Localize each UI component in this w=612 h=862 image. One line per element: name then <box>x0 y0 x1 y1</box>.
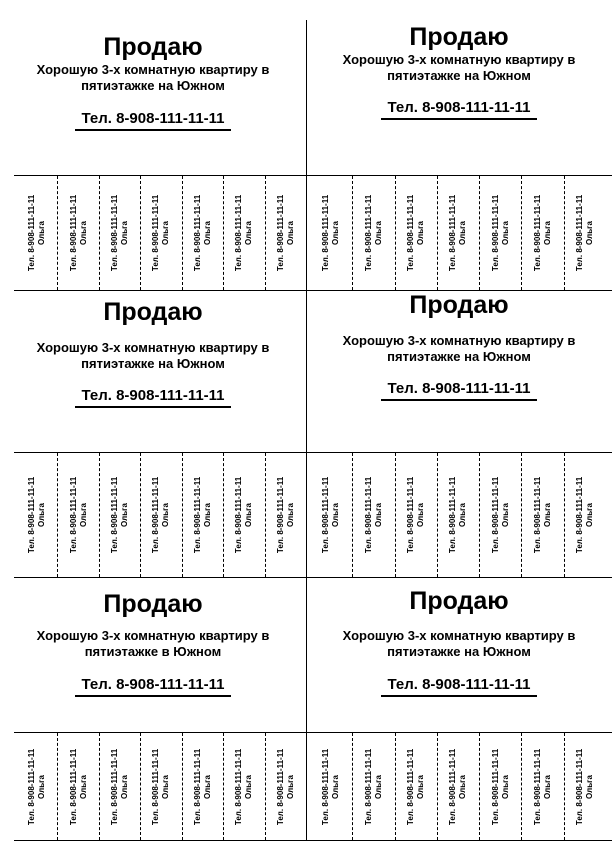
tearoff-phone: Тел. 8-908-111-11-11 <box>26 194 36 272</box>
flyer-description-line: Хорошую 3-х комнатную квартиру в <box>36 62 270 77</box>
flyer-description-line: пятиэтажке на Южном <box>387 68 531 83</box>
flyer-phone <box>306 676 612 697</box>
flyer-phone-text: Тел. 8-908-111-11-11 <box>381 99 536 120</box>
tearoff-phone: Тел. 8-908-111-11-11 <box>192 194 202 272</box>
flyer-phone-text: Тел. 8-908-111-11-11 <box>75 387 230 408</box>
tearoff-phone: Тел. 8-908-111-11-11 <box>363 476 373 554</box>
tearoff-phone: Тел. 8-908-111-11-11 <box>575 476 585 554</box>
tearoff-name: Ольга <box>585 503 595 527</box>
tearoff-name: Ольга <box>244 503 254 527</box>
tearoff-phone: Тел. 8-908-111-11-11 <box>363 748 373 825</box>
flyer-description-line: Хорошую 3-х комнатную квартиру в <box>36 340 270 355</box>
tearoff-name: Ольга <box>543 221 553 245</box>
tearoff-phone: Тел. 8-908-111-11-11 <box>490 194 500 272</box>
tearoff-name: Ольга <box>331 503 341 527</box>
tearoff-phone: Тел. 8-908-111-11-11 <box>234 194 244 272</box>
tearoff-name: Ольга <box>543 774 553 799</box>
flyer-title: Продаю <box>409 291 509 319</box>
flyer-description-line: пятиэтажке на Южном <box>81 78 225 93</box>
flyer-description-line: пятиэтажке на Южном <box>81 356 225 371</box>
tearoff-name: Ольга <box>500 221 510 245</box>
flyer-title: Продаю <box>103 33 203 61</box>
tearoff-phone: Тел. 8-908-111-11-11 <box>151 476 161 554</box>
tearoff-phone: Тел. 8-908-111-11-11 <box>533 194 543 272</box>
tearoff-phone: Тел. 8-908-111-11-11 <box>275 194 285 272</box>
tearoff-phone: Тел. 8-908-111-11-11 <box>110 476 120 554</box>
tearoff-phone: Тел. 8-908-111-11-11 <box>68 748 78 825</box>
tearoff-phone: Тел. 8-908-111-11-11 <box>192 476 202 554</box>
tearoff-name: Ольга <box>285 221 295 245</box>
tearoff-name: Ольга <box>36 774 46 799</box>
flyer-phone-text: Тел. 8-908-111-11-11 <box>381 676 536 697</box>
tearoff-name: Ольга <box>373 221 383 245</box>
tearoff-name: Ольга <box>585 774 595 799</box>
tearoff-phone: Тел. 8-908-111-11-11 <box>26 748 36 825</box>
tearoff-name: Ольга <box>458 503 468 527</box>
tearoff-phone: Тел. 8-908-111-11-11 <box>321 748 331 825</box>
tearoff-phone: Тел. 8-908-111-11-11 <box>321 476 331 554</box>
tearoff-phone: Тел. 8-908-111-11-11 <box>575 748 585 825</box>
tearoff-name: Ольга <box>416 503 426 527</box>
flyer <box>306 0 612 862</box>
tearoff-phone: Тел. 8-908-111-11-11 <box>448 748 458 825</box>
flyer-description <box>0 628 306 660</box>
tearoff-phone: Тел. 8-908-111-11-11 <box>448 476 458 554</box>
tearoff-name: Ольга <box>161 503 171 527</box>
tearoff-name: Ольга <box>78 221 88 245</box>
tearoff-phone: Тел. 8-908-111-11-11 <box>406 476 416 554</box>
tearoff-name: Ольга <box>373 503 383 527</box>
flyer-description-line: пятиэтажке на Южном <box>387 349 531 364</box>
tearoff-phone: Тел. 8-908-111-11-11 <box>192 748 202 825</box>
flyer-phone-text: Тел. 8-908-111-11-11 <box>75 676 230 697</box>
tearoff-name: Ольга <box>543 503 553 527</box>
flyer-phone-text: Тел. 8-908-111-11-11 <box>381 380 536 401</box>
tearoff-phone: Тел. 8-908-111-11-11 <box>151 194 161 272</box>
tearoff-phone: Тел. 8-908-111-11-11 <box>448 194 458 272</box>
tearoff-name: Ольга <box>500 503 510 527</box>
tearoff-name: Ольга <box>120 503 130 527</box>
tearoff-name: Ольга <box>244 221 254 245</box>
tearoff-name: Ольга <box>202 774 212 799</box>
flyer-title: Продаю <box>409 23 509 51</box>
tearoff-name: Ольга <box>285 774 295 799</box>
flyer-description-line: Хорошую 3-х комнатную квартиру в <box>342 628 576 643</box>
flyer-description-line: Хорошую 3-х комнатную квартиру в <box>342 52 576 67</box>
tearoff-name: Ольга <box>416 221 426 245</box>
tearoff-name: Ольга <box>161 221 171 245</box>
tearoff-name: Ольга <box>36 221 46 245</box>
tearoff-name: Ольга <box>78 503 88 527</box>
tearoff-phone: Тел. 8-908-111-11-11 <box>151 748 161 825</box>
tearoff-name: Ольга <box>202 503 212 527</box>
tearoff-name: Ольга <box>120 774 130 799</box>
tearoff-phone: Тел. 8-908-111-11-11 <box>68 476 78 554</box>
tearoff-name: Ольга <box>331 774 341 799</box>
tearoff-phone: Тел. 8-908-111-11-11 <box>321 194 331 272</box>
flyer-description <box>306 628 612 660</box>
tearoff-phone: Тел. 8-908-111-11-11 <box>575 194 585 272</box>
tearoff-phone: Тел. 8-908-111-11-11 <box>533 476 543 554</box>
flyer-description-line: Хорошую 3-х комнатную квартиру в <box>36 628 270 643</box>
tearoff-name: Ольга <box>458 221 468 245</box>
tearoff-phone: Тел. 8-908-111-11-11 <box>533 748 543 825</box>
tearoff-name: Ольга <box>78 774 88 799</box>
tearoff-name: Ольга <box>244 774 254 799</box>
tearoff-phone: Тел. 8-908-111-11-11 <box>234 476 244 554</box>
tearoff-name: Ольга <box>416 774 426 799</box>
tearoff-name: Ольга <box>585 221 595 245</box>
tearoff-name: Ольга <box>202 221 212 245</box>
tearoff-phone: Тел. 8-908-111-11-11 <box>406 194 416 272</box>
tearoff-phone: Тел. 8-908-111-11-11 <box>490 476 500 554</box>
flyer-description-line: пятиэтажке на Южном <box>387 644 531 659</box>
tearoff-phone: Тел. 8-908-111-11-11 <box>110 194 120 272</box>
tearoff-phone: Тел. 8-908-111-11-11 <box>275 748 285 825</box>
flyer-title: Продаю <box>409 587 509 615</box>
tearoff-phone: Тел. 8-908-111-11-11 <box>490 748 500 825</box>
tearoff-phone: Тел. 8-908-111-11-11 <box>406 748 416 825</box>
flyer-description-line: пятиэтажке в Южном <box>84 644 222 659</box>
tearoff-phone: Тел. 8-908-111-11-11 <box>234 748 244 825</box>
flyer-title: Продаю <box>103 298 203 326</box>
tearoff-phone: Тел. 8-908-111-11-11 <box>26 476 36 554</box>
tearoff-name: Ольга <box>458 774 468 799</box>
tearoff-name: Ольга <box>500 774 510 799</box>
flyer-phone <box>0 676 306 697</box>
flyer-phone-text: Тел. 8-908-111-11-11 <box>75 110 230 131</box>
flyer-title: Продаю <box>103 590 203 618</box>
tearoff-name: Ольга <box>120 221 130 245</box>
tearoff-phone: Тел. 8-908-111-11-11 <box>68 194 78 272</box>
tearoff-name: Ольга <box>373 774 383 799</box>
tearoff-phone: Тел. 8-908-111-11-11 <box>275 476 285 554</box>
tearoff-name: Ольга <box>36 503 46 527</box>
tearoff-name: Ольга <box>161 774 171 799</box>
tearoff-name: Ольга <box>285 503 295 527</box>
tearoff-phone: Тел. 8-908-111-11-11 <box>110 748 120 825</box>
tearoff-phone: Тел. 8-908-111-11-11 <box>363 194 373 272</box>
flyer-description-line: Хорошую 3-х комнатную квартиру в <box>342 333 576 348</box>
tearoff-name: Ольга <box>331 221 341 245</box>
